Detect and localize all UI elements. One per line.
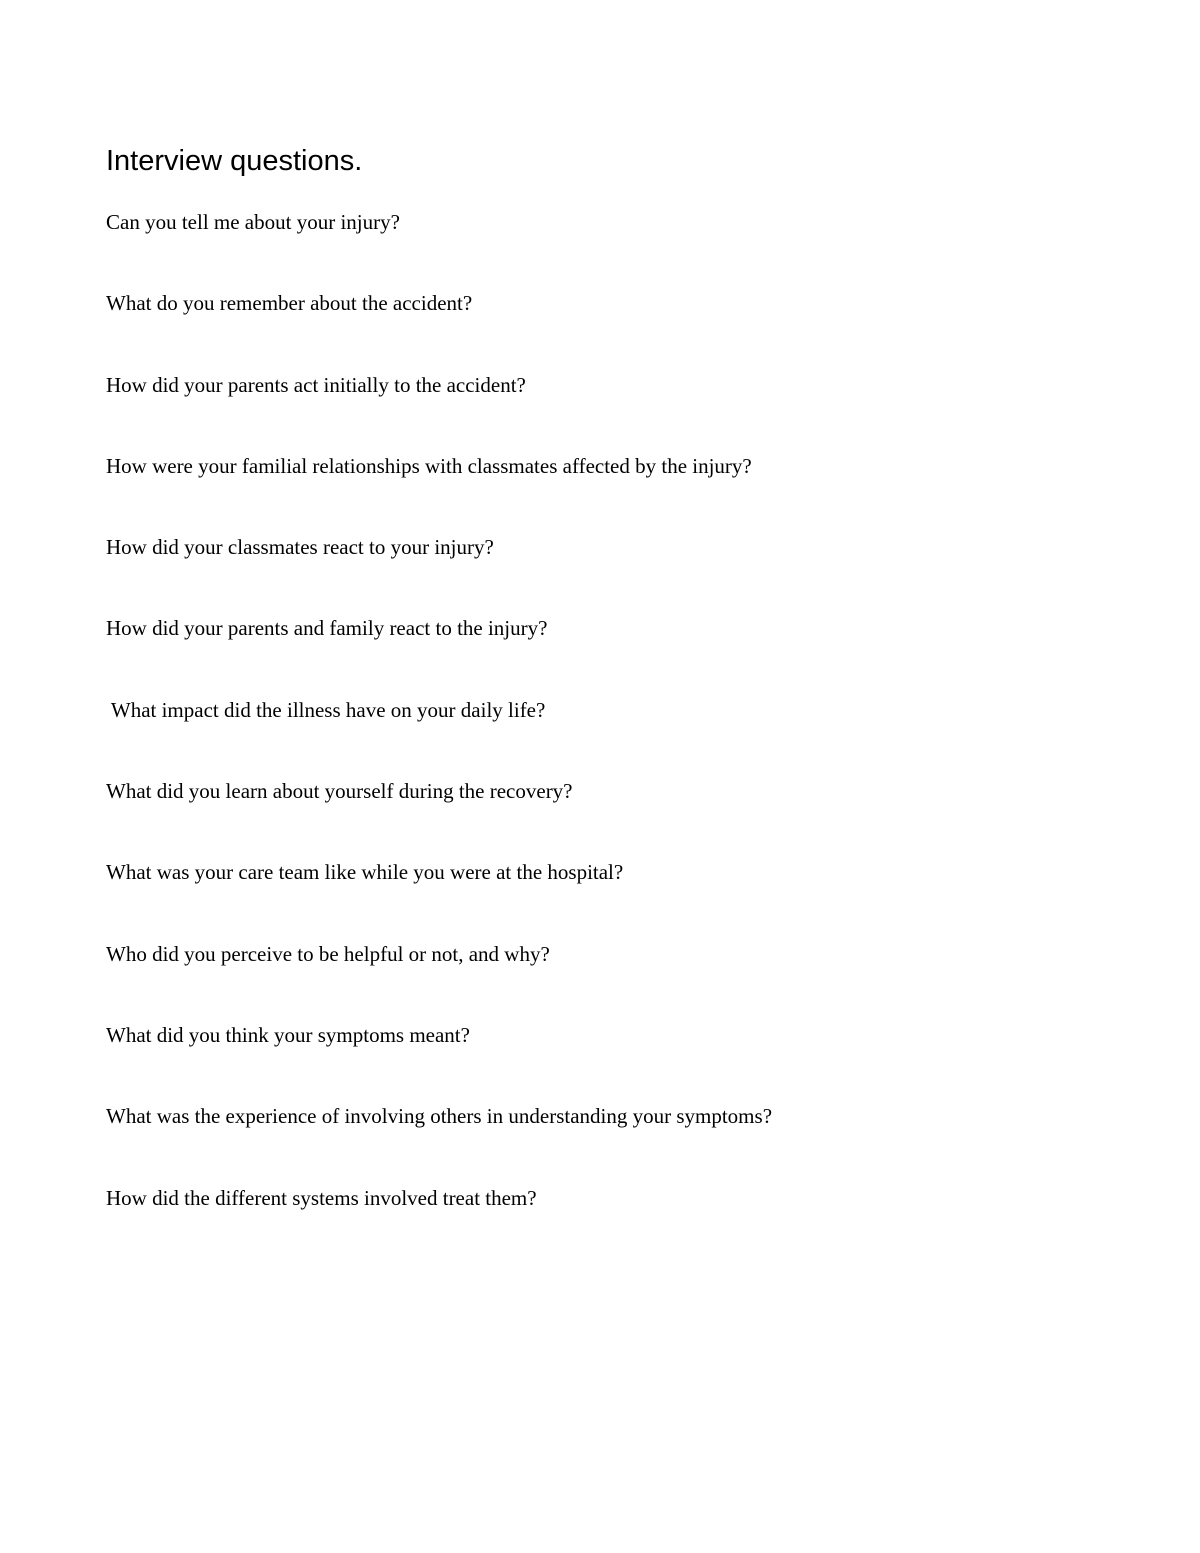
question-5: How did your classmates react to your injury?: [106, 535, 494, 560]
question-6: How did your parents and family react to the injury?: [106, 616, 548, 641]
question-2: What do you remember about the accident?: [106, 291, 473, 316]
question-7: What impact did the illness have on your daily life?: [106, 697, 546, 722]
question-list: [106, 207, 1106, 1264]
question-3: How did your parents act initially to the accident?: [106, 372, 526, 397]
question-13: How did the different systems involved treat them?: [106, 1185, 537, 1210]
question-8: What did you learn about yourself during the recovery?: [106, 779, 573, 804]
question-4: How were your familial relationships with classmates affected by the injury?: [106, 453, 752, 478]
page-title: Interview questions.: [106, 145, 363, 177]
question-12: What was the experience of involving others in understanding your symptoms?: [106, 1104, 773, 1129]
question-1: Can you tell me about your injury?: [106, 210, 400, 234]
question-9: What was your care team like while you were at the hospital?: [106, 860, 624, 885]
question-11: What did you think your symptoms meant?: [106, 1022, 470, 1047]
question-10: Who did you perceive to be helpful or not, and why?: [106, 941, 550, 966]
